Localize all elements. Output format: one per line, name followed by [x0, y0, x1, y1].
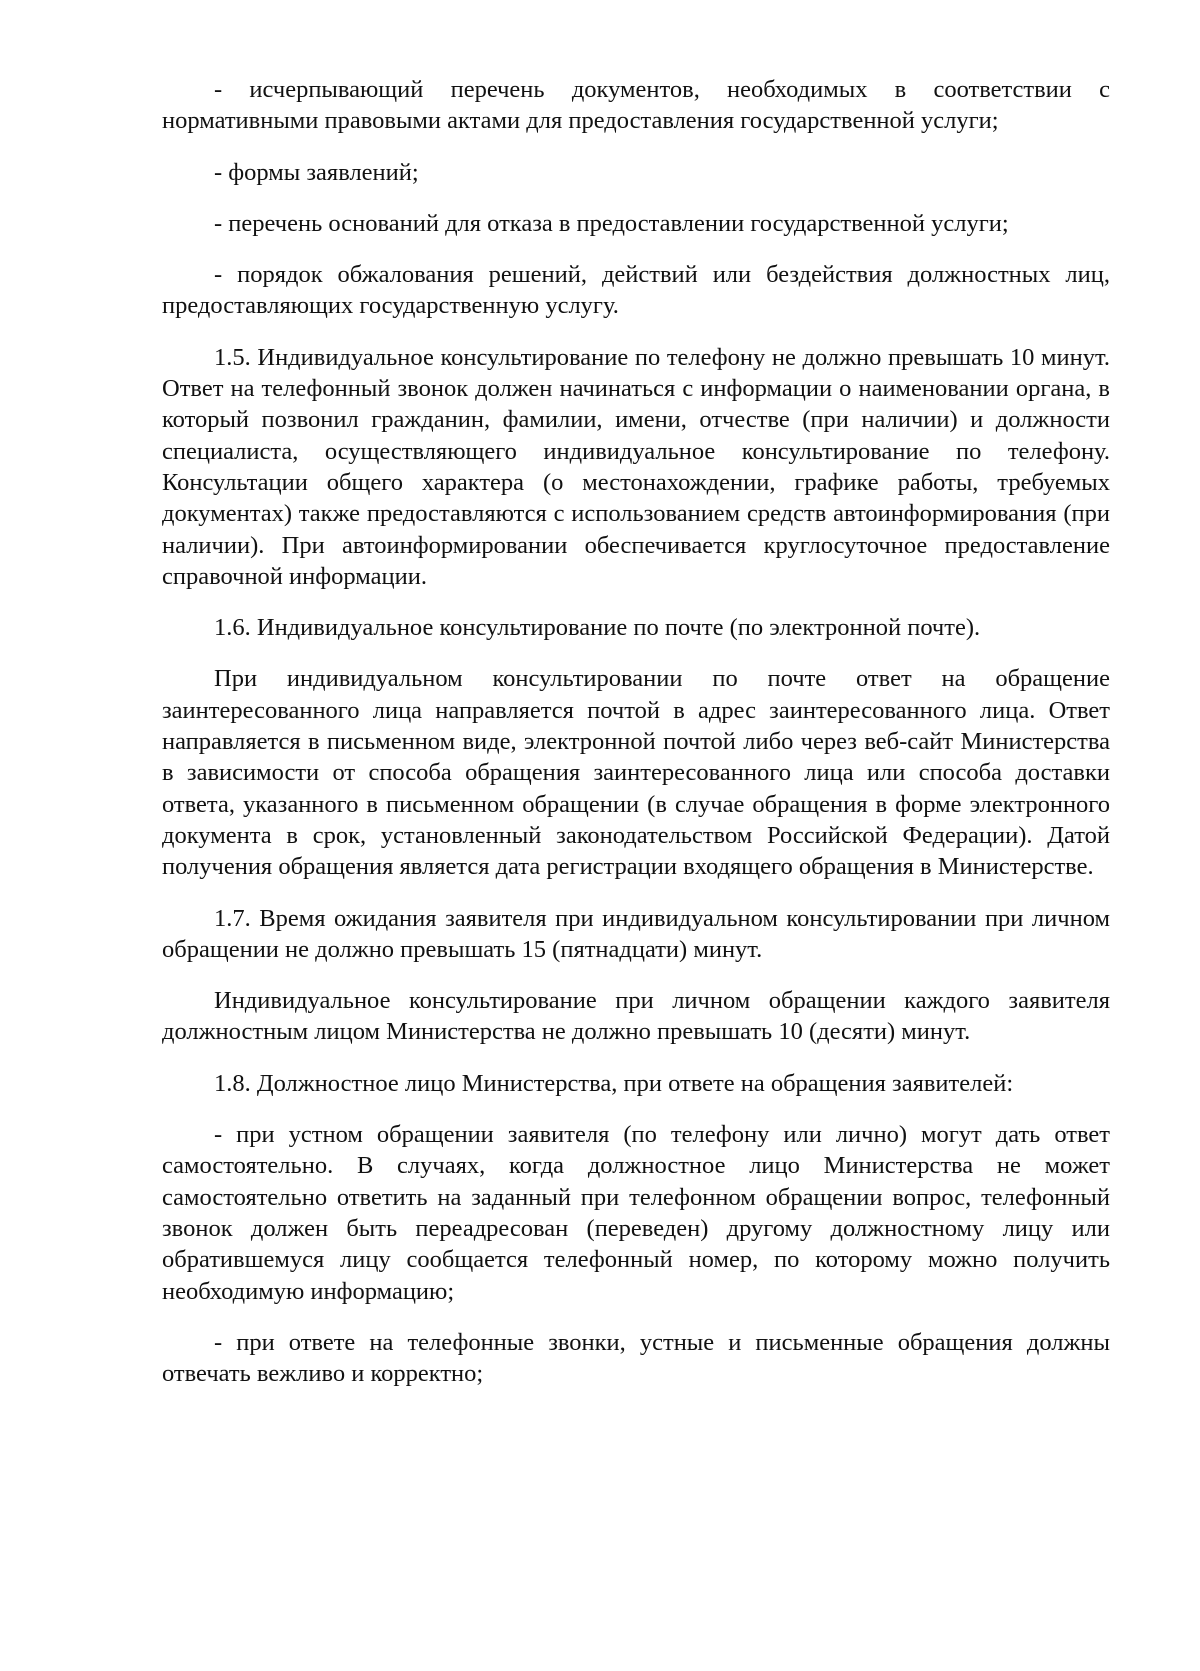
- document-page: [162, 74, 1110, 1409]
- paragraph-personal-consulting: Индивидуальное консультирование при личном обращении каждого заявителя должностным лицом Министерства не должно превышать 10 (десяти) минут.: [162, 987, 1110, 1046]
- list-item-oral-request: - при устном обращении заявителя (по телефону или лично) могут дать ответ самостоятельно. В случаях, когда должностное лицо Министерства не может самостоятельно ответить на заданный при телефонном обращении вопрос, телефонный звонок должен быть переадресован (переведен) другому должностному лицу или обратившемуся лицу сообщается телефонный номер, по которому можно получить необходимую информацию;: [162, 1121, 1110, 1305]
- paragraph-1-8: 1.8. Должностное лицо Министерства, при ответе на обращения заявителей:: [214, 1069, 1014, 1097]
- list-item-forms: - формы заявлений;: [214, 158, 419, 186]
- paragraph-1-6: 1.6. Индивидуальное консультирование по почте (по электронной почте).: [214, 614, 981, 642]
- list-item-appeal-procedure: - порядок обжалования решений, действий или бездействия должностных лиц, предоставляющих государственную услугу.: [162, 261, 1110, 320]
- paragraph-1-5: 1.5. Индивидуальное консультирование по телефону не должно превышать 10 минут. Ответ на телефонный звонок должен начинаться с информации о наименовании органа, в который позвонил гражданин, фамилии, имени, отчестве (при наличии) и должности специалиста, осуществляющего индивидуальное консультирование по телефону. Консультации общего характера (о местонахождении, графике работы, требуемых документах) также предоставляются с использованием средств автоинформирования (при наличии). При автоинформировании обеспечивается круглосуточное предоставление справочной информации.: [162, 343, 1110, 590]
- list-item-documents: - исчерпывающий перечень документов, необходимых в соответствии с нормативными правовыми актами для предоставления государственной услуги;: [162, 76, 1110, 135]
- paragraph-mail-consulting: При индивидуальном консультировании по почте ответ на обращение заинтересованного лица направляется почтой в адрес заинтересованного лица. Ответ направляется в письменном виде, электронной почтой либо через веб-сайт Министерства в зависимости от способа обращения заинтересованного лица или способа доставки ответа, указанного в письменном обращении (в случае обращения в форме электронного документа в срок, установленный законодательством Российской Федерации). Датой получения обращения является дата регистрации входящего обращения в Министерстве.: [162, 665, 1110, 881]
- list-item-politeness: - при ответе на телефонные звонки, устные и письменные обращения должны отвечать вежливо и корректно;: [162, 1328, 1110, 1388]
- paragraph-1-7: 1.7. Время ожидания заявителя при индивидуальном консультировании при личном обращении не должно превышать 15 (пятнадцати) минут.: [162, 904, 1110, 963]
- list-item-refusal-grounds: - перечень оснований для отказа в предоставлении государственной услуги;: [214, 209, 1009, 237]
